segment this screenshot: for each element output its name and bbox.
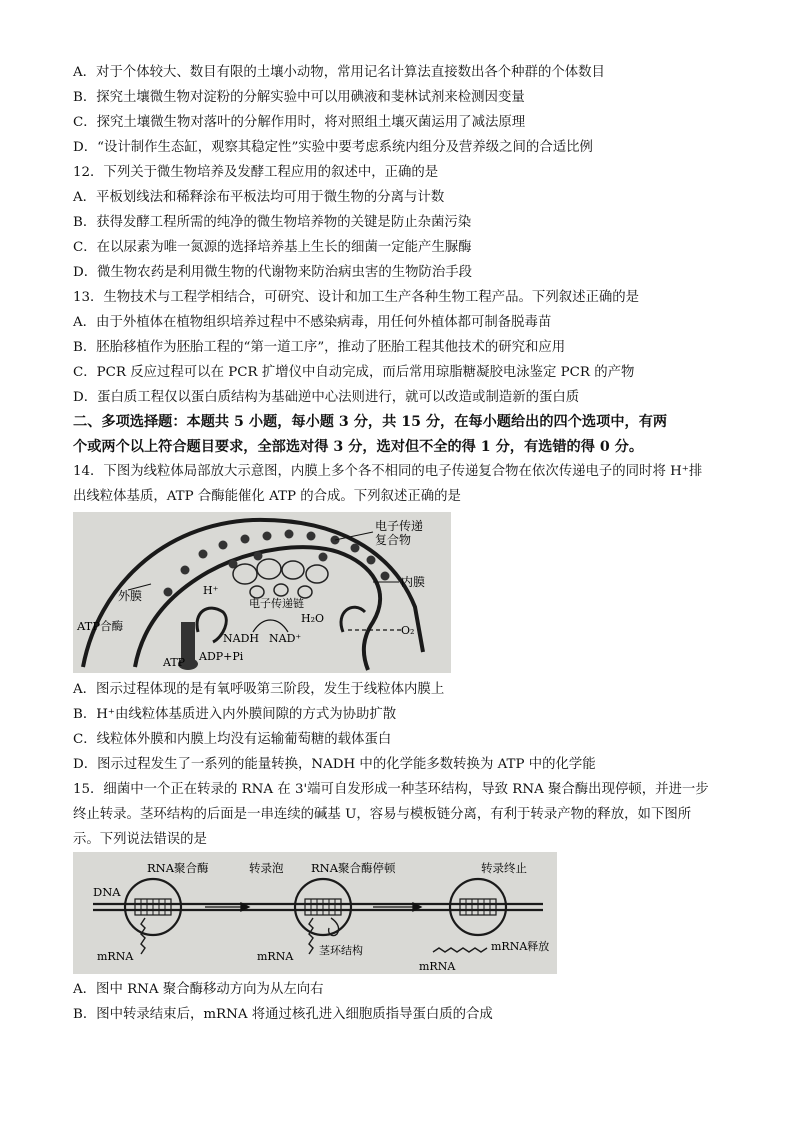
q13-stem: 13．生物技术与工程学相结合，可研究、设计和加工生产各种生物工程产品。下列叙述正确的是 xyxy=(73,290,640,305)
q14-stem-line2: 出线粒体基质，ATP 合酶能催化 ATP 的合成。下列叙述正确的是 xyxy=(73,489,461,504)
label-dna: DNA xyxy=(93,885,121,899)
label-mrna-1: mRNA xyxy=(97,950,134,963)
q14-stem-line1: 14．下图为线粒体局部放大示意图，内膜上多个各不相同的电子传递复合物在依次传递电子的同时将 H⁺排 xyxy=(73,464,703,479)
nadh-arrow xyxy=(253,620,288,632)
label-termination: 转录终止 xyxy=(481,861,527,875)
q11-option-c: C．探究土壤微生物对落叶的分解作用时，将对照组土壤灭菌运用了减法原理 xyxy=(73,115,526,130)
crista-2 xyxy=(341,607,365,632)
label-etc-complex-line2: 复合物 xyxy=(375,533,412,547)
q13-option-d: D．蛋白质工程仅以蛋白质结构为基础逆中心法则进行，就可以改造或制造新的蛋白质 xyxy=(73,390,580,405)
q13-option-c: C．PCR 反应过程可以在 PCR 扩增仪中自动完成，而后常用琼脂糖凝胶电泳鉴定 PCR 的产物 xyxy=(73,365,635,380)
label-adp: ADP+Pi xyxy=(199,650,244,663)
q15-option-a: A．图中 RNA 聚合酶移动方向为从左向右 xyxy=(73,982,324,997)
mitochondrion-figure xyxy=(73,512,451,673)
label-outer-membrane: 外膜 xyxy=(118,589,143,603)
q12-option-d: D．微生物农药是利用微生物的代谢物来防治病虫害的生物防治手段 xyxy=(73,265,473,280)
q14-option-c: C．线粒体外膜和内膜上均没有运输葡萄糖的载体蛋白 xyxy=(73,732,392,747)
q12-option-c: C．在以尿素为唯一氮源的选择培养基上生长的细菌一定能产生脲酶 xyxy=(73,240,472,255)
label-atp: ATP xyxy=(163,656,186,669)
q12-option-b: B．获得发酵工程所需的纯净的微生物培养物的关键是防止杂菌污染 xyxy=(73,215,472,230)
q13-option-a: A．由于外植体在植物组织培养过程中不感染病毒，用任何外植体都可制备脱毒苗 xyxy=(73,315,552,330)
q15-stem-line3: 示。下列说法错误的是 xyxy=(73,832,207,847)
q14-option-a: A．图示过程体现的是有氧呼吸第三阶段，发生于线粒体内膜上 xyxy=(73,682,445,697)
label-o2: O₂ xyxy=(401,624,415,637)
q14-option-d: D．图示过程发生了一系列的能量转换，NADH 中的化学能多数转换为 ATP 中的化学能 xyxy=(73,757,596,772)
q15-stem-line2: 终止转录。茎环结构的后面是一串连续的碱基 U，容易与模板链分离，有利于转录产物的释放，如下图所 xyxy=(73,807,692,822)
mrna-3 xyxy=(433,948,487,952)
label-transcription-bubble: 转录泡 xyxy=(249,861,284,875)
q15-stem-line1: 15．细菌中一个正在转录的 RNA 在 3'端可自发形成一种茎环结构，导致 RNA 聚合酶出现停顿，并进一步 xyxy=(73,782,709,797)
transcription-figure xyxy=(73,852,557,974)
label-mrna-release: mRNA释放 xyxy=(491,940,550,953)
label-nad: NAD⁺ xyxy=(269,632,302,645)
q12-option-a: A．平板划线法和稀释涂布平板法均可用于微生物的分离与计数 xyxy=(73,190,445,205)
label-atp-synthase: ATP合酶 xyxy=(77,619,124,633)
section-heading-line2: 个或两个以上符合题目要求，全部选对得 3 分，选对但不全的得 1 分，有选错的得 0 分。 xyxy=(73,439,644,455)
label-nadh: NADH xyxy=(223,632,259,645)
label-h-plus: H⁺ xyxy=(203,584,219,597)
q15-option-b: B．图中转录结束后，mRNA 将通过核孔进入细胞质指导蛋白质的合成 xyxy=(73,1007,493,1022)
label-rna-polymerase: RNA聚合酶 xyxy=(147,861,209,875)
q11-option-a: A．对于个体较大、数目有限的土壤小动物，常用记名计算法直接数出各个种群的个体数目 xyxy=(73,65,605,80)
q11-option-d: D．“设计制作生态缸，观察其稳定性”实验中要考虑系统内组分及营养级之间的合适比例 xyxy=(73,140,593,155)
label-mrna-2: mRNA xyxy=(257,950,294,963)
transcription-diagram xyxy=(73,852,557,974)
label-electron-chain: 电子传递链 xyxy=(249,597,304,610)
electron-transport-complexes xyxy=(233,559,328,598)
label-polymerase-pause: RNA聚合酶停顿 xyxy=(311,861,396,875)
q13-option-b: B．胚胎移植作为胚胎工程的“第一道工序”，推动了胚胎工程其他技术的研究和应用 xyxy=(73,340,566,355)
section-heading-line1: 二、多项选择题：本题共 5 小题，每小题 3 分，共 15 分，在每小题给出的四个选项中，有两 xyxy=(73,414,668,430)
crista xyxy=(197,608,226,642)
mitochondrion-diagram xyxy=(73,512,451,673)
mrna-1 xyxy=(141,918,145,954)
label-etc-complex-line1: 电子传递 xyxy=(375,519,424,533)
label-inner-membrane: 内膜 xyxy=(401,575,426,589)
mrna-2 xyxy=(309,918,313,954)
q11-option-b: B．探究土壤微生物对淀粉的分解实验中可以用碘液和斐林试剂来检测因变量 xyxy=(73,90,525,105)
q14-option-b: B．H⁺由线粒体基质进入内外膜间隙的方式为协助扩散 xyxy=(73,707,397,722)
label-h2o: H₂O xyxy=(301,612,325,625)
label-stem-loop: 茎环结构 xyxy=(319,944,363,957)
q12-stem: 12．下列关于微生物培养及发酵工程应用的叙述中，正确的是 xyxy=(73,165,439,180)
label-mrna-3: mRNA xyxy=(419,960,456,973)
